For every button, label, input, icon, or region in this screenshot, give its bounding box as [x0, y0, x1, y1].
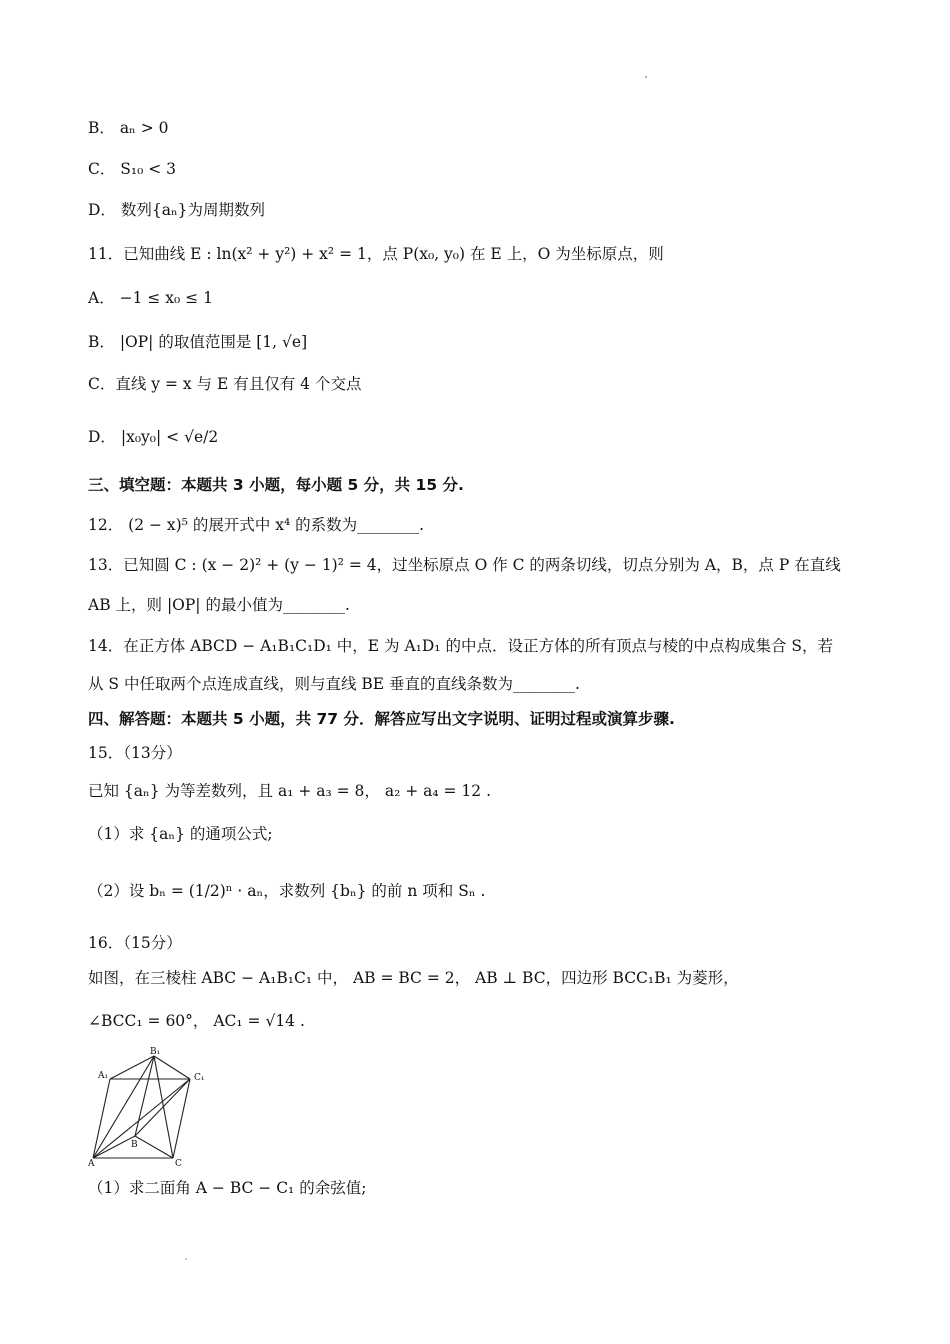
q11-option-a: A． −1 ≤ x₀ ≤ 1: [88, 289, 213, 307]
question-15-part-1: （1）求 {aₙ} 的通项公式;: [88, 825, 273, 843]
question-12: 12． (2 − x)⁵ 的展开式中 x⁴ 的系数为________.: [88, 516, 425, 534]
question-14-line-1: 14．在正方体 ABCD − A₁B₁C₁D₁ 中，E 为 A₁D₁ 的中点．设正方体的所有顶点与棱的中点构成集合 S，若: [88, 637, 833, 655]
triangular-prism-figure: [88, 1046, 220, 1168]
question-15-part-2: （2）设 bₙ = (1/2)ⁿ · aₙ，求数列 {bₙ} 的前 n 项和 Sₙ .: [88, 882, 486, 900]
label-b1: B₁: [150, 1047, 161, 1057]
edge-b1-c1: [154, 1056, 190, 1079]
q11-option-b: B． |OP| 的取值范围是 [1, √e]: [88, 333, 308, 351]
option-b-an-positive: B． aₙ > 0: [88, 119, 169, 137]
option-d-periodic: D． 数列{aₙ}为周期数列: [88, 201, 266, 219]
section-4-heading: 四、解答题：本题共 5 小题，共 77 分．解答应写出文字说明、证明过程或演算步骤.: [88, 710, 675, 728]
question-14-line-2: 从 S 中任取两个点连成直线，则与直线 BE 垂直的直线条数为________.: [88, 675, 580, 693]
label-a1: A₁: [98, 1071, 109, 1081]
question-13-line-1: 13．已知圆 C : (x − 2)² + (y − 1)² = 4，过坐标原点 O 作 C 的两条切线，切点分别为 A，B，点 P 在直线: [88, 556, 841, 574]
question-15-stem: 已知 {aₙ} 为等差数列，且 a₁ + a₃ = 8， a₂ + a₄ = 12 .: [88, 782, 492, 800]
label-c1: C₁: [194, 1073, 205, 1083]
section-3-heading: 三、填空题：本题共 3 小题，每小题 5 分，共 15 分.: [88, 476, 464, 494]
question-15-header: 15．（13分）: [88, 744, 182, 762]
question-13-line-2: AB 上，则 |OP| 的最小值为________.: [88, 596, 350, 614]
scan-dot: [645, 76, 647, 78]
question-11-stem: 11．已知曲线 E : ln(x² + y²) + x² = 1，点 P(x₀, y₀) 在 E 上，O 为坐标原点，则: [88, 245, 664, 263]
option-c-s10: C． S₁₀ < 3: [88, 160, 177, 178]
q11-option-c: C．直线 y = x 与 E 有且仅有 4 个交点: [88, 375, 362, 393]
label-a: A: [88, 1159, 95, 1168]
label-b: B: [131, 1140, 138, 1150]
edge-b1-b: [135, 1056, 154, 1136]
label-c: C: [175, 1159, 182, 1168]
question-16-part-1: （1）求二面角 A − BC − C₁ 的余弦值;: [88, 1179, 367, 1197]
edge-b-c: [135, 1136, 173, 1158]
question-16-header: 16．（15分）: [88, 934, 182, 952]
q11-option-d: D． |x₀y₀| < √e/2: [88, 428, 219, 446]
diag-b-c1: [135, 1079, 190, 1136]
diag-b1-c: [154, 1056, 173, 1158]
scan-dot-bottom: [185, 1258, 187, 1260]
question-16-stem-line-1: 如图，在三棱柱 ABC − A₁B₁C₁ 中， AB = BC = 2， AB ⊥ BC，四边形 BCC₁B₁ 为菱形，: [88, 969, 739, 987]
question-16-stem-line-2: ∠BCC₁ = 60°， AC₁ = √14 .: [88, 1012, 305, 1030]
